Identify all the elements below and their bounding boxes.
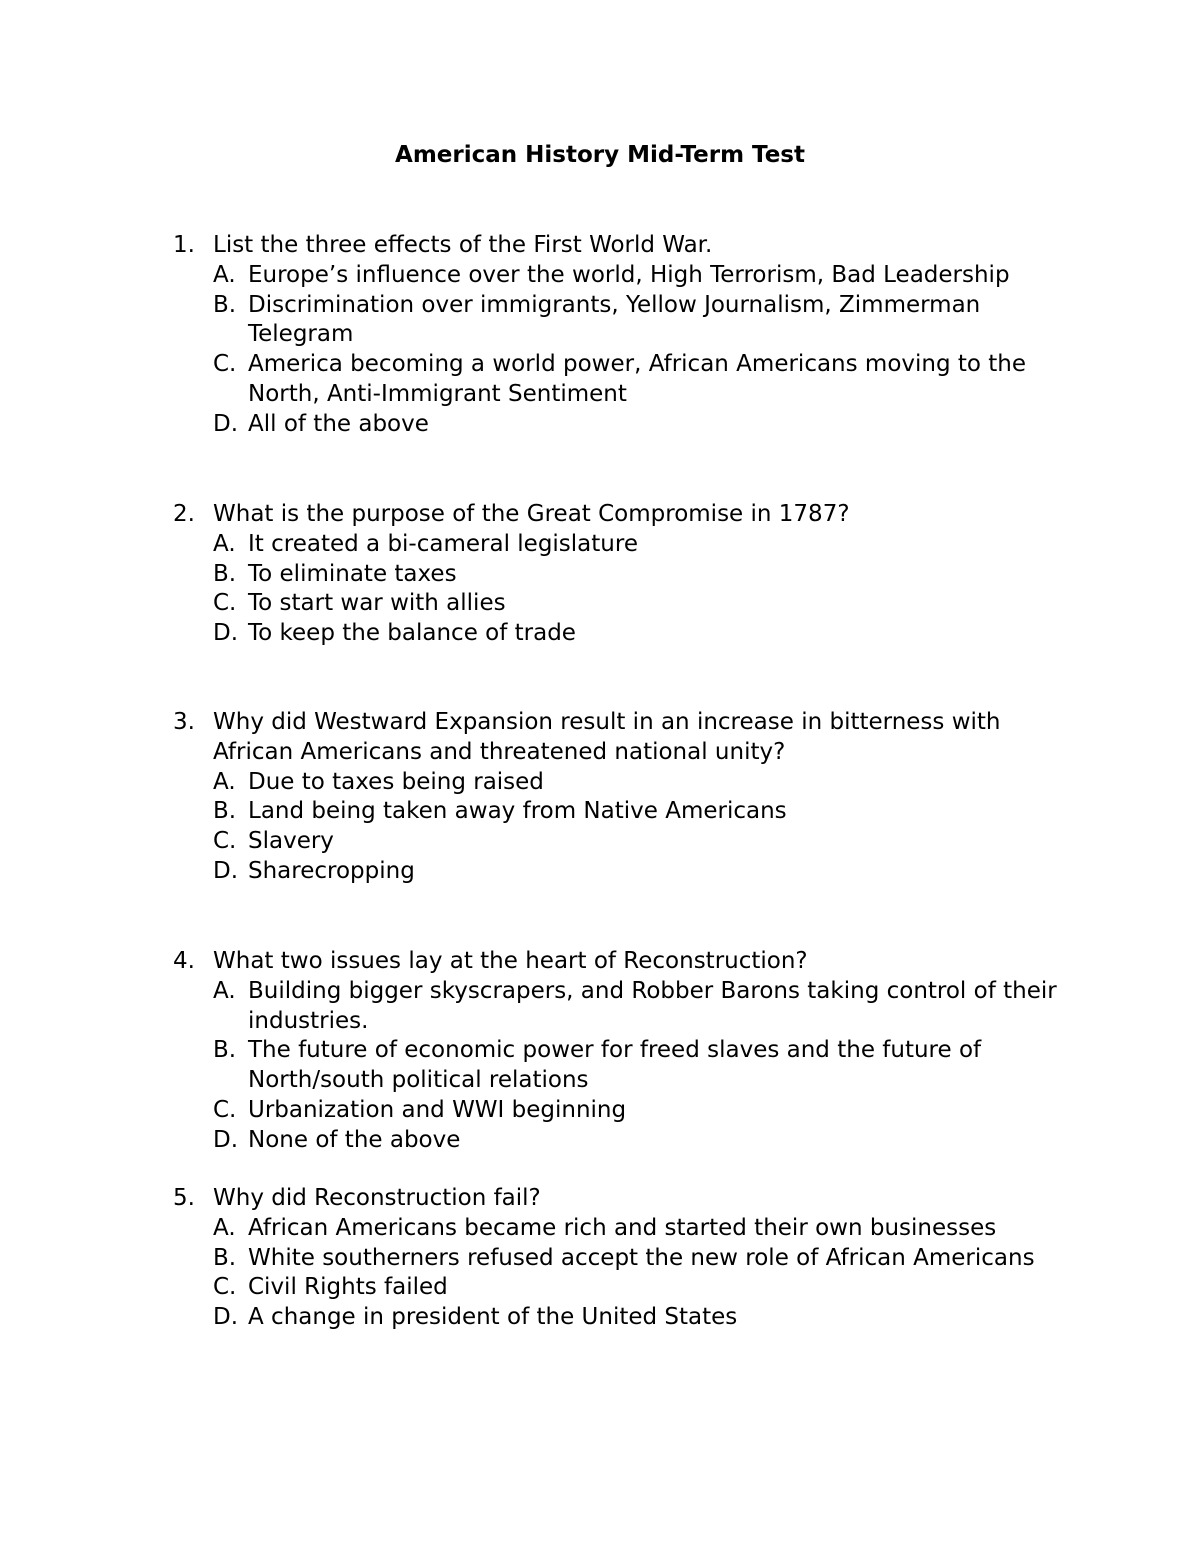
option-b <box>173 797 1073 827</box>
option-letter: B. <box>213 1037 237 1064</box>
option-d <box>173 1303 1073 1333</box>
option-a <box>173 1214 1073 1244</box>
question-number: 4. <box>173 948 195 974</box>
option-letter: B. <box>213 1244 237 1271</box>
option-letter: A. <box>213 530 236 557</box>
page-title: American History Mid-Term Test <box>395 142 805 168</box>
question-number: 5. <box>173 1185 195 1211</box>
answer-options <box>173 977 1073 1156</box>
option-text: To start war with allies <box>248 590 506 617</box>
question-5 <box>173 1184 1073 1333</box>
option-text: America becoming a world power, African Americans moving to the North, Anti-Immigrant Sentiment <box>248 351 1027 407</box>
question-prompt <box>173 947 1073 977</box>
option-text: A change in president of the United States <box>248 1304 738 1331</box>
option-text: Urbanization and WWI beginning <box>248 1096 627 1123</box>
answer-options <box>173 768 1073 887</box>
option-text: Discrimination over immigrants, Yellow Journalism, Zimmerman Telegram <box>248 291 981 348</box>
option-b <box>173 1244 1073 1274</box>
option-a <box>173 768 1073 798</box>
option-text: To eliminate taxes <box>248 560 457 587</box>
question-4 <box>173 947 1073 1156</box>
question-number: 3. <box>173 709 195 735</box>
option-letter: B. <box>213 560 237 587</box>
question-text: Why did Westward Expansion result in an increase in bitterness with African Americans and threatened national unity? <box>213 709 1001 765</box>
option-d <box>173 410 1073 440</box>
question-text: What two issues lay at the heart of Reconstruction? <box>213 948 808 974</box>
option-text: Land being taken away from Native Americans <box>248 798 787 825</box>
option-c <box>173 1096 1073 1126</box>
option-text: Due to taxes being raised <box>248 768 544 795</box>
answer-options <box>173 530 1073 649</box>
option-letter: D. <box>213 857 239 884</box>
question-prompt <box>173 231 1073 261</box>
option-b <box>173 1036 1073 1096</box>
option-text: The future of economic power for freed slaves and the future of North/south political relations <box>248 1037 982 1094</box>
option-letter: A. <box>213 1214 236 1241</box>
option-text: Building bigger skyscrapers, and Robber Barons taking control of their industries. <box>248 977 1057 1034</box>
option-letter: C. <box>213 351 237 378</box>
option-letter: A. <box>213 977 236 1004</box>
question-2 <box>173 500 1073 649</box>
option-letter: D. <box>213 1304 239 1331</box>
option-a <box>173 977 1073 1037</box>
option-b <box>173 291 1073 351</box>
option-letter: C. <box>213 1096 237 1123</box>
option-c <box>173 589 1073 619</box>
option-d <box>173 1126 1073 1156</box>
option-letter: A. <box>213 768 236 795</box>
option-letter: A. <box>213 261 236 288</box>
answer-options <box>173 261 1073 440</box>
question-text: What is the purpose of the Great Compromise in 1787? <box>213 501 850 527</box>
option-text: Slavery <box>248 828 334 855</box>
question-text: List the three effects of the First World War. <box>213 232 713 258</box>
question-prompt <box>173 500 1073 530</box>
option-letter: C. <box>213 828 237 855</box>
option-text: Europe’s influence over the world, High Terrorism, Bad Leadership <box>248 261 1010 288</box>
option-b <box>173 560 1073 590</box>
option-a <box>173 530 1073 560</box>
question-number: 2. <box>173 501 195 527</box>
option-text: African Americans became rich and started their own businesses <box>248 1214 997 1241</box>
option-text: To keep the balance of trade <box>248 620 576 647</box>
option-text: Civil Rights failed <box>248 1274 448 1301</box>
option-c <box>173 827 1073 857</box>
option-text: Sharecropping <box>248 857 415 884</box>
option-d <box>173 857 1073 887</box>
option-letter: B. <box>213 798 237 825</box>
option-c <box>173 1273 1073 1303</box>
option-text: All of the above <box>248 410 429 437</box>
question-text: Why did Reconstruction fail? <box>213 1185 541 1211</box>
question-number: 1. <box>173 232 195 258</box>
option-letter: C. <box>213 1274 237 1301</box>
option-text: None of the above <box>248 1126 461 1153</box>
option-c <box>173 350 1073 410</box>
option-d <box>173 619 1073 649</box>
option-letter: D. <box>213 410 239 437</box>
option-letter: D. <box>213 620 239 647</box>
option-text: It created a bi-cameral legislature <box>248 530 638 557</box>
option-a <box>173 261 1073 291</box>
question-prompt <box>173 1184 1073 1214</box>
question-3 <box>173 708 1073 887</box>
answer-options <box>173 1214 1073 1333</box>
option-letter: D. <box>213 1126 239 1153</box>
option-text: White southerners refused accept the new role of African Americans <box>248 1244 1035 1271</box>
question-prompt <box>173 708 1073 768</box>
question-1 <box>173 231 1073 440</box>
option-letter: B. <box>213 291 237 318</box>
option-letter: C. <box>213 590 237 617</box>
